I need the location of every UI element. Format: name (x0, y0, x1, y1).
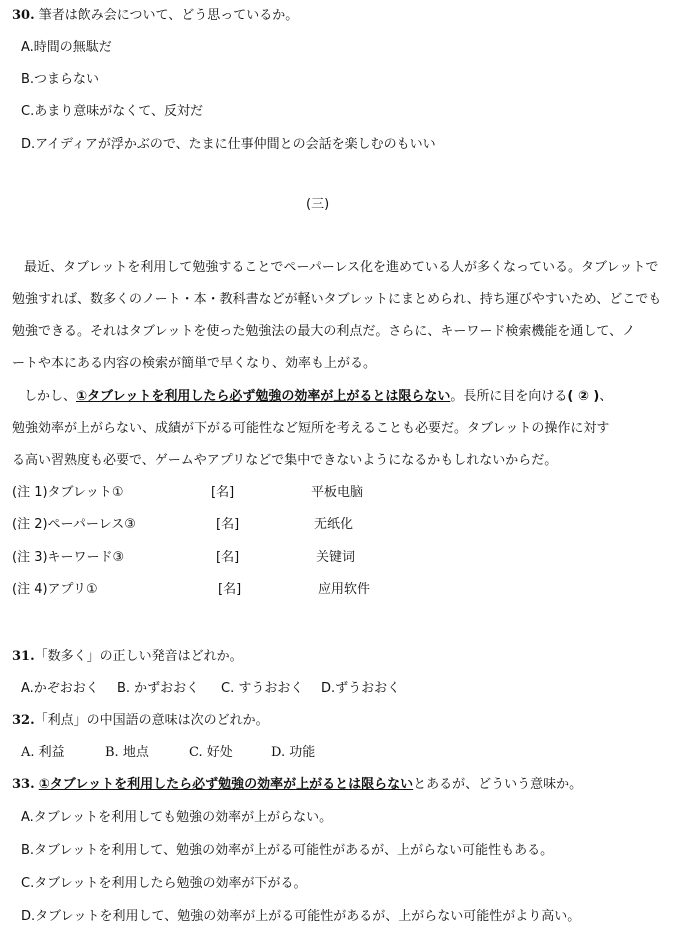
q31-stem-line (12, 648, 243, 666)
passage-blank-2: ( ② ) (567, 389, 600, 404)
q30-stem-line (12, 7, 298, 25)
q31-options (21, 680, 400, 698)
q30-number: 30. (12, 8, 35, 23)
note-1-meaning: 平板电脑 (311, 485, 364, 500)
passage-p1-line4: ートや本にある内容の検索が簡単で早くなり、効率も上がる。 (12, 356, 377, 371)
q33-option-a: A.タブレットを利用しても勉強の効率が上がらない。 (21, 810, 333, 825)
q33-stem-line (12, 776, 582, 794)
q33-option-b: B.タブレットを利用して、勉強の効率が上がる可能性があるが、上がらない可能性もある。 (21, 843, 554, 858)
q30-option-a: A.時間の無駄だ (21, 40, 112, 55)
passage-p2-mid: 。長所に目を向ける (450, 389, 568, 404)
note-2-pos: [名] (216, 517, 240, 532)
passage-p1-line2: 勉強すれば、数多くのノート・本・教科書などが軽いタブレットにまとめられ、持ち運びやすいため、どこでも (12, 292, 662, 307)
note-2-meaning: 无纸化 (314, 517, 354, 532)
q32-option-b: B. 地点 (105, 745, 149, 760)
q32-number: 32. (12, 713, 35, 728)
passage-p2-line3: る高い習熟度も必要で、ゲームやアプリなどで集中できないようになるかもしれないからだ。 (12, 453, 558, 468)
q31-option-a: A.かぞおおく (21, 681, 99, 696)
q30-option-d: D.アイディアが浮かぶので、たまに仕事仲間との会話を楽しむのもいい (21, 137, 436, 152)
passage-underlined-sentence: ①タブレットを利用したら必ず勉強の効率が上がるとは限らない (76, 389, 451, 404)
note-4-pos: [名] (218, 582, 242, 597)
note-3-meaning: 关键词 (316, 550, 356, 565)
q32-option-a: A. 利益 (21, 745, 65, 760)
q30-option-c: C.あまり意味がなくて、反対だ (21, 104, 203, 119)
passage-p2-line2: 勉強効率が上がらない、成績が下がる可能性など短所を考えることも必要だ。タブレットの操作に対す (12, 421, 610, 436)
q30-stem: 筆者は飲み会について、どう思っているか。 (38, 8, 299, 23)
q33-stem-rest: とあるが、どういう意味か。 (413, 777, 583, 792)
passage-p1-line3: 勉強できる。それはタブレットを使った勉強法の最大の利点だ。さらに、キーワード検索機能を通して、ノ (12, 324, 636, 339)
q30-option-b: B.つまらない (21, 72, 100, 87)
q32-option-d: D. 功能 (271, 745, 316, 760)
passage-p2-pre: しかし、 (24, 389, 77, 404)
note-2-label: (注 2)ペーパーレス③ (12, 517, 136, 532)
note-4-label: (注 4)アプリ① (12, 582, 98, 597)
passage-p2-line1 (24, 388, 612, 406)
q32-stem: 「利点」の中国語の意味は次のどれか。 (34, 713, 269, 728)
passage-p1-line1: 最近、タブレットを利用して勉強することでペーパーレス化を進めている人が多くなっている。タブレットで (24, 260, 659, 275)
q31-option-b: B. かずおおく (117, 681, 200, 696)
q31-number: 31. (12, 649, 35, 664)
q31-option-d: D.ずうおおく (321, 681, 401, 696)
note-1-label: (注 1)タブレット① (12, 485, 124, 500)
note-1-pos: [名] (211, 485, 235, 500)
section-title: (三) (306, 197, 330, 212)
q32-option-c: C. 好处 (189, 745, 233, 760)
q33-number: 33. (12, 777, 35, 792)
q33-option-d: D.タブレットを利用して、勉強の効率が上がる可能性があるが、上がらない可能性がより高い。 (21, 909, 581, 924)
q31-option-c: C. すうおおく (221, 681, 304, 696)
q33-stem-underlined: ①タブレットを利用したら必ず勉強の効率が上がるとは限らない (38, 777, 414, 792)
note-4-meaning: 应用软件 (318, 582, 371, 597)
note-3-label: (注 3)キーワード③ (12, 550, 125, 565)
note-3-pos: [名] (216, 550, 240, 565)
q33-option-c: C.タブレットを利用したら勉強の効率が下がる。 (21, 876, 307, 891)
passage-p2-end: 、 (599, 389, 613, 404)
q31-stem: 「数多く」の正しい発音はどれか。 (34, 649, 243, 664)
q32-options (21, 744, 315, 762)
q32-stem-line (12, 712, 269, 730)
